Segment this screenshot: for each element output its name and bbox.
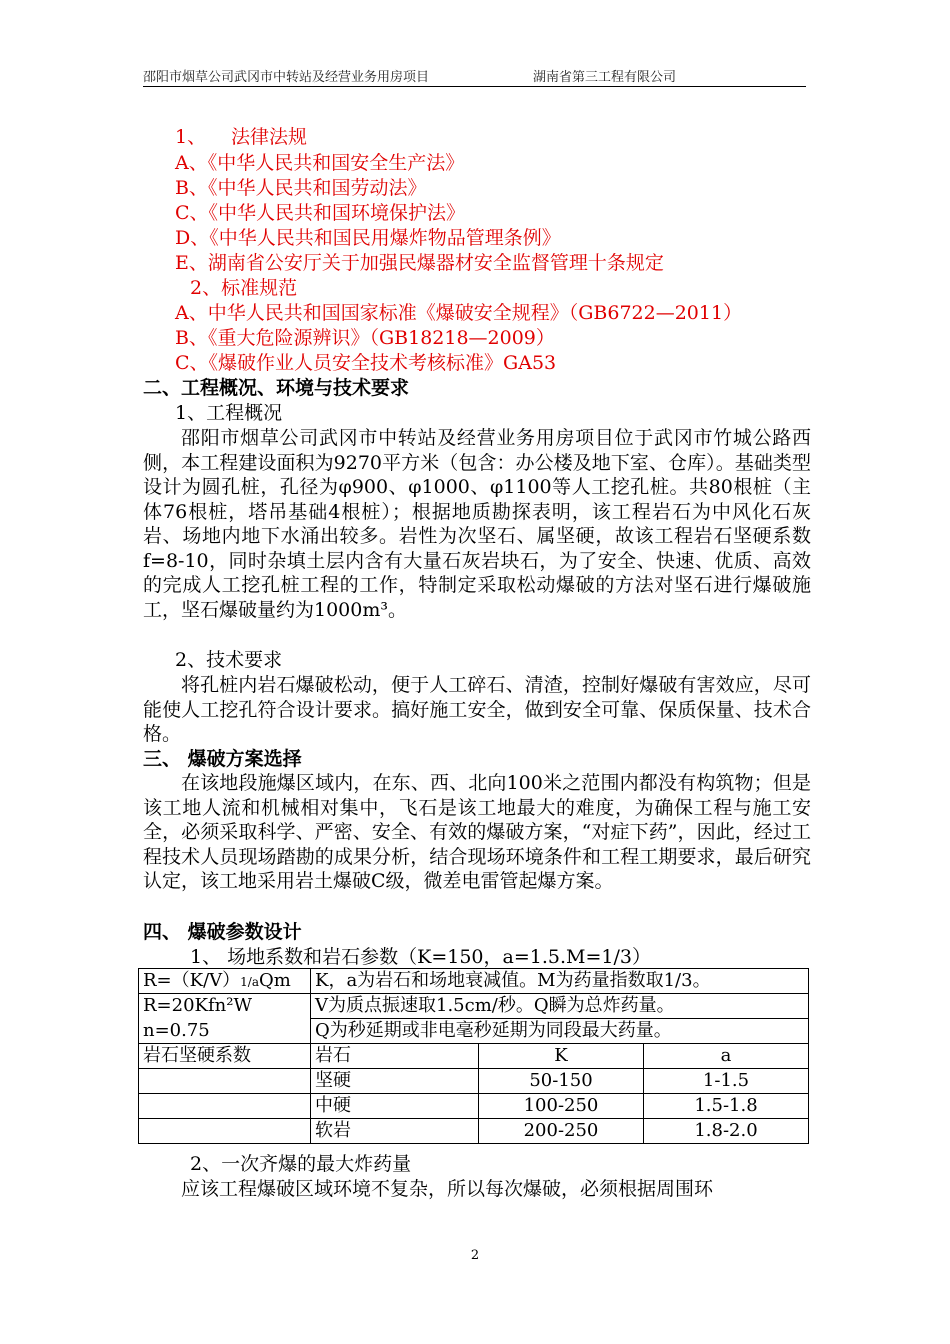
law-item: A、《中华人民共和国安全生产法》 bbox=[175, 152, 465, 174]
header-project-name: 邵阳市烟草公司武冈市中转站及经营业务用房项目 bbox=[143, 70, 430, 85]
k-value: 100-250 bbox=[479, 1094, 644, 1119]
section3-title: 三、 爆破方案选择 bbox=[143, 748, 302, 770]
param-desc: V为质点振速取1.5cm/秒。Q瞬为总炸药量。 bbox=[311, 994, 809, 1019]
param-desc: K，a为岩石和场地衰减值。M为药量指数取1/3。 bbox=[311, 969, 809, 994]
laws-heading: 法律法规 bbox=[231, 126, 308, 148]
standard-item: C、《爆破作业人员安全技术考核标准》GA53 bbox=[175, 352, 557, 374]
k-value: 200-250 bbox=[479, 1119, 644, 1144]
table-row bbox=[139, 1119, 809, 1144]
law-item: E、湖南省公安厅关于加强民爆器材安全监督管理十条规定 bbox=[175, 252, 664, 274]
rock-type: 坚硬 bbox=[311, 1069, 479, 1094]
section2-title: 二、工程概况、环境与技术要求 bbox=[143, 377, 410, 399]
empty-cell bbox=[139, 1069, 311, 1094]
blast-parameter-table bbox=[138, 968, 809, 1144]
k-value: 50-150 bbox=[479, 1069, 644, 1094]
page-number: 2 bbox=[470, 1248, 480, 1263]
page-header bbox=[143, 64, 806, 87]
standard-item: B、《重大危险源辨识》（GB18218—2009） bbox=[175, 327, 555, 349]
formula-3: n=0.75 bbox=[139, 1019, 311, 1044]
hardness-label: 岩石坚硬系数 bbox=[139, 1044, 311, 1069]
table-header-row bbox=[139, 1044, 809, 1069]
section4-sub2: 2、一次齐爆的最大炸药量 bbox=[190, 1153, 412, 1175]
standards-heading: 2、标准规范 bbox=[190, 277, 298, 299]
table-row bbox=[139, 1019, 809, 1044]
section3-para: 在该地段施爆区域内，在东、西、北向100米之范围内都没有构筑物；但是该工地人流和机械相对集中，飞石是该工地最大的难度，为确保工程与施工安全，必须采取科学、严密、安全、有效的爆破方案，“对症下药”，因此，经过工程技术人员现场踏勘的成果分析，结合现场环境条件和工程工期要求，最后研究认定，该工地采用岩土爆破C级，微差电雷管起爆方案。 bbox=[143, 772, 811, 892]
formula-1: R=（K/V）1/aQm bbox=[139, 969, 311, 994]
law-item: B、《中华人民共和国劳动法》 bbox=[175, 177, 427, 199]
col-header-k: K bbox=[479, 1044, 644, 1069]
col-header-rock: 岩石 bbox=[311, 1044, 479, 1069]
section4-sub1: 1、 场地系数和岩石参数（K=150，a=1.5.M=1/3） bbox=[190, 946, 651, 968]
section4-para: 应该工程爆破区域环境不复杂，所以每次爆破，必须根据周围环 bbox=[181, 1178, 714, 1200]
col-header-a: a bbox=[644, 1044, 809, 1069]
section2-para1: 邵阳市烟草公司武冈市中转站及经营业务用房项目位于武冈市竹城公路西侧，本工程建设面积为9270平方米（包含：办公楼及地下室、仓库）。基础类型设计为圆孔桩，孔径为φ900、φ1000、φ1100等人工挖孔桩。共80根桩（主体76根桩，塔吊基础4根桩）；根据地质勘探表明，该工程岩石为中风化石灰岩、场地内地下水涌出较多。岩性为次坚石、属坚硬，故该工程岩石坚硬系数f=8-10，同时杂填土层内含有大量石灰岩块石，为了安全、快速、优质、高效的完成人工挖孔桩工程的工作，特制定采取松动爆破的方法对坚石进行爆破施工，坚石爆破量约为1000m³。 bbox=[143, 427, 811, 621]
rock-type: 中硬 bbox=[311, 1094, 479, 1119]
laws-heading-number: 1、 bbox=[175, 126, 207, 148]
param-desc: Q为秒延期或非电毫秒延期为同段最大药量。 bbox=[311, 1019, 809, 1044]
table-row bbox=[139, 1094, 809, 1119]
a-value: 1.8-2.0 bbox=[644, 1119, 809, 1144]
rock-type: 软岩 bbox=[311, 1119, 479, 1144]
table-row bbox=[139, 1069, 809, 1094]
empty-cell bbox=[139, 1094, 311, 1119]
a-value: 1.5-1.8 bbox=[644, 1094, 809, 1119]
section2-para2: 将孔桩内岩石爆破松动，便于人工碎石、清渣，控制好爆破有害效应，尽可能使人工挖孔符合设计要求。搞好施工安全，做到安全可靠、保质保量、技术合格。 bbox=[143, 674, 811, 745]
section4-title: 四、 爆破参数设计 bbox=[143, 921, 302, 943]
law-item: D、《中华人民共和国民用爆炸物品管理条例》 bbox=[175, 227, 561, 249]
formula-2: R=20Kfn²W bbox=[139, 994, 311, 1019]
header-company-name: 湖南省第三工程有限公司 bbox=[533, 70, 677, 85]
table-row bbox=[139, 969, 809, 994]
section2-sub1: 1、工程概况 bbox=[175, 402, 283, 424]
a-value: 1-1.5 bbox=[644, 1069, 809, 1094]
table-row bbox=[139, 994, 809, 1019]
standard-item: A、中华人民共和国国家标准《爆破安全规程》（GB6722—2011） bbox=[175, 302, 743, 324]
section2-sub2: 2、技术要求 bbox=[175, 649, 283, 671]
empty-cell bbox=[139, 1119, 311, 1144]
law-item: C、《中华人民共和国环境保护法》 bbox=[175, 202, 466, 224]
